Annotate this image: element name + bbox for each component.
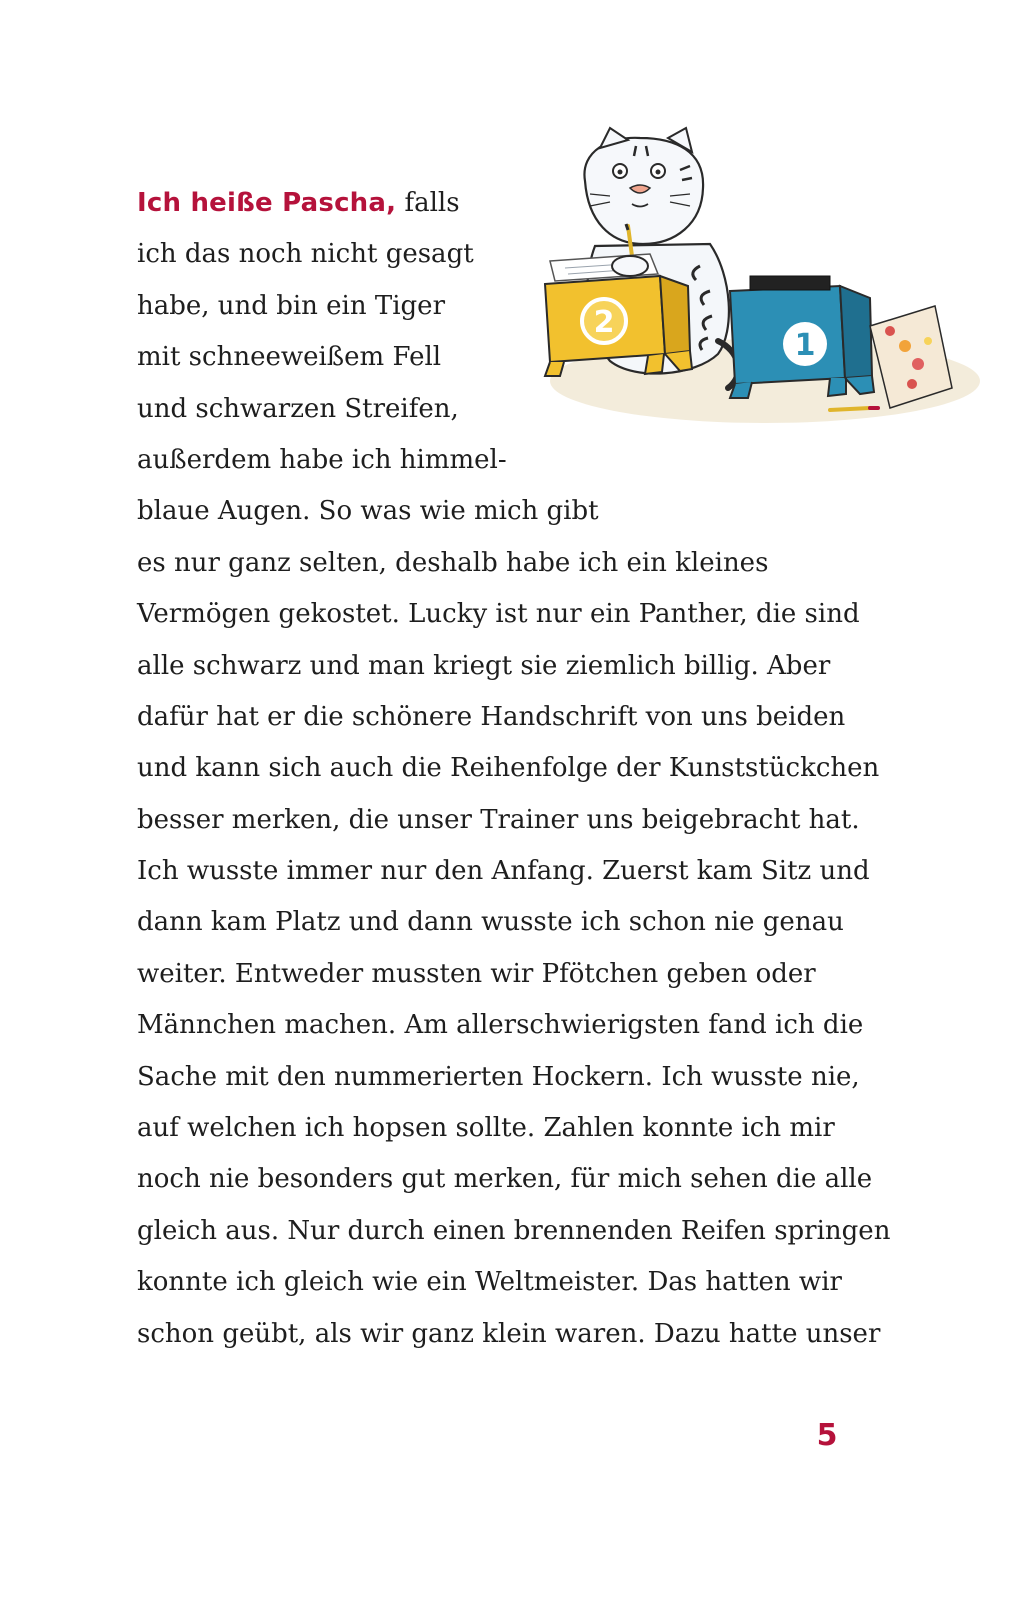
text-line: dafür hat er die schönere Handschrift von uns beiden — [137, 701, 846, 732]
text-line: weiter. Entweder mussten wir Pfötchen geben oder — [137, 958, 816, 989]
text-line: alle schwarz und man kriegt sie ziemlich billig. Aber — [137, 650, 831, 681]
text-line: außerdem habe ich himmel- — [137, 444, 507, 475]
body-text — [137, 178, 897, 1360]
text-line: gleich aus. Nur durch einen brennenden Reifen springen — [137, 1215, 891, 1246]
stool-1-number: 1 — [794, 328, 816, 363]
text-line: Sache mit den nummerierten Hockern. Ich wusste nie, — [137, 1061, 860, 1092]
text-line: auf welchen ich hopsen sollte. Zahlen konnte ich mir — [137, 1113, 835, 1144]
text-line: mit schneeweißem Fell — [137, 342, 442, 373]
text-line: noch nie besonders gut merken, für mich sehen die alle — [137, 1164, 873, 1195]
stool-2-number: 2 — [593, 305, 615, 340]
text-line: und kann sich auch die Reihenfolge der Kunststückchen — [137, 753, 880, 784]
lead-in: Ich heiße Pascha, — [137, 188, 397, 218]
text-line: es nur ganz selten, deshalb habe ich ein kleines — [137, 547, 769, 578]
text-line: besser merken, die unser Trainer uns beigebracht hat. — [137, 804, 860, 835]
text-line: Männchen machen. Am allerschwierigsten fand ich die — [137, 1010, 864, 1041]
text-line: habe, und bin ein Tiger — [137, 290, 446, 321]
text-line: schon geübt, als wir ganz klein waren. Dazu hatte unser — [137, 1318, 881, 1349]
text-line: konnte ich gleich wie ein Weltmeister. Das hatten wir — [137, 1267, 842, 1298]
text-line: Ich heiße Pascha, falls — [137, 188, 460, 218]
text-line: blaue Augen. So was wie mich gibt — [137, 496, 599, 527]
text-line: dann kam Platz und dann wusste ich schon nie genau — [137, 907, 844, 938]
text-line: Vermögen gekostet. Lucky ist nur ein Panther, die sind — [137, 599, 860, 630]
text-line: Ich wusste immer nur den Anfang. Zuerst kam Sitz und — [137, 856, 870, 887]
text-line: und schwarzen Streifen, — [137, 393, 459, 424]
page-number: 5 — [816, 1418, 838, 1453]
text-line: ich das noch nicht gesagt — [137, 239, 474, 270]
